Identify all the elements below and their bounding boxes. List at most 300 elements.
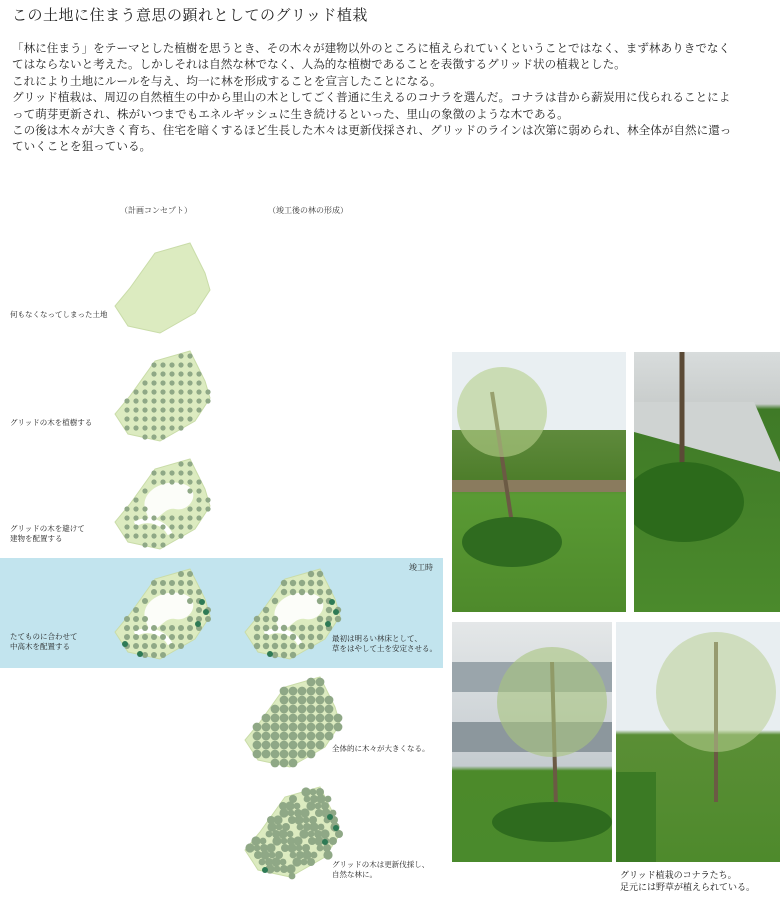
caption-r1: 最初は明るい林床として、 草をはやして土を安定させる。 (332, 634, 437, 653)
tall-tree-dot (327, 814, 333, 820)
tree-dot (142, 380, 147, 385)
tree-dot (178, 380, 183, 385)
tree-dot (280, 759, 289, 768)
tree-dot (290, 625, 296, 631)
tree-dot (290, 634, 296, 640)
tree-dot (160, 362, 165, 367)
tree-dot (307, 732, 316, 741)
tree-dot (160, 425, 165, 430)
tree-illustration (616, 622, 780, 862)
tree-dot (151, 389, 156, 394)
tree-dot (307, 696, 316, 705)
tree-dot (178, 643, 184, 649)
tree-dot (259, 859, 266, 866)
tree-dot (271, 723, 280, 732)
tree-dot (151, 407, 156, 412)
tree-dot (133, 398, 138, 403)
tree-dot (254, 625, 260, 631)
tree-dot (169, 625, 175, 631)
tree-dot (169, 407, 174, 412)
tree-dot (187, 479, 192, 484)
tree-dot (316, 741, 325, 750)
tree-dot (294, 815, 303, 824)
tree-dot (151, 380, 156, 385)
tree-dot (187, 524, 192, 529)
tree-dot (280, 696, 289, 705)
tree-dot (124, 515, 129, 520)
body-text (12, 40, 732, 155)
tree-dot (187, 461, 192, 466)
tree-dot (262, 741, 271, 750)
tree-dot (281, 634, 287, 640)
tree-dot (315, 803, 322, 810)
tree-dot (316, 714, 325, 723)
tree-dot (325, 796, 332, 803)
tree-dot (124, 625, 130, 631)
tree-dot (271, 750, 280, 759)
tree-dot (142, 616, 148, 622)
tree-dot (272, 634, 278, 640)
tree-dot (187, 488, 192, 493)
photo-tree-building (452, 622, 612, 862)
tree-dot (271, 705, 280, 714)
tree-dot (307, 687, 316, 696)
tree-dot (266, 843, 275, 852)
tree-dot (316, 732, 325, 741)
tree-dot (151, 625, 157, 631)
tree-dot (307, 858, 315, 866)
tree-dot (272, 625, 278, 631)
tree-dot (329, 837, 337, 845)
tree-dot (187, 634, 193, 640)
tree-dot (169, 380, 174, 385)
tree-dot (151, 643, 157, 649)
tree-dot (142, 425, 147, 430)
tree-dot (187, 398, 192, 403)
tree-dot (169, 362, 174, 367)
tree-dot (251, 836, 260, 845)
tree-dot (298, 741, 307, 750)
tree-dot (169, 533, 174, 538)
tree-dot (325, 714, 334, 723)
tree-dot (142, 524, 147, 529)
caption-step3: グリッドの木を避けて 建物を配置する (10, 524, 85, 543)
tree-dot (196, 398, 201, 403)
tree-dot (187, 589, 193, 595)
tree-dot (142, 598, 148, 604)
tree-dot (133, 515, 138, 520)
tree-dot (317, 634, 323, 640)
tree-dot (298, 750, 307, 759)
tree-dot (151, 479, 156, 484)
tree-dot (307, 714, 316, 723)
tree-dot (124, 533, 129, 538)
tree-dot (187, 380, 192, 385)
tree-dot (151, 542, 156, 547)
tree-dot (151, 515, 156, 520)
tree-dot (151, 470, 156, 475)
tree-dot (187, 506, 192, 511)
tree-dot (205, 398, 210, 403)
tree-dot (151, 371, 156, 376)
tree-dot (262, 723, 271, 732)
tree-dot (133, 506, 138, 511)
tree-dot (160, 625, 166, 631)
tree-dot (151, 524, 156, 529)
tree-dot (281, 838, 288, 845)
tree-dot (296, 845, 303, 852)
tree-dot (281, 625, 287, 631)
tall-tree-dot (322, 839, 328, 845)
tree-dot (151, 652, 157, 658)
tree-dot (299, 829, 308, 838)
tree-dot (160, 515, 165, 520)
tree-dot (133, 634, 139, 640)
tree-dot (142, 634, 148, 640)
tree-dot (178, 425, 183, 430)
tree-dot (178, 353, 183, 358)
tree-dot (160, 380, 165, 385)
tree-dot (317, 571, 323, 577)
tall-tree-dot (195, 621, 201, 627)
column-label-formation: （竣工後の林の形成） (268, 206, 348, 215)
tree-dot (196, 407, 201, 412)
paragraph: これにより土地にルールを与え、均一に林を形成することを宣言したことになる。 (12, 73, 442, 88)
tree-dot (290, 580, 296, 586)
caption-r3: グリッドの木は更新伐採し、 自然な林に。 (332, 860, 430, 879)
tree-dot (178, 362, 183, 367)
tree-dot (280, 714, 289, 723)
tree-dot (285, 801, 294, 810)
tree-dot (289, 759, 298, 768)
tree-dot (142, 488, 147, 493)
tree-dot (289, 732, 298, 741)
tree-dot (317, 580, 323, 586)
tree-dot (263, 625, 269, 631)
caption-r2: 全体的に木々が大きくなる。 (332, 744, 430, 753)
tree-dot (151, 416, 156, 421)
tree-dot (142, 643, 148, 649)
tree-dot (142, 652, 148, 658)
tree-dot (187, 389, 192, 394)
tree-dot (254, 616, 260, 622)
tree-dot (178, 524, 183, 529)
diagram-tall-trees (110, 564, 220, 664)
tree-dot (304, 796, 311, 803)
tree-dot (151, 425, 156, 430)
tree-dot (160, 589, 166, 595)
tree-dot (178, 416, 183, 421)
tree-dot (133, 416, 138, 421)
tree-dot (280, 750, 289, 759)
tree-dot (160, 398, 165, 403)
tree-dot (124, 506, 129, 511)
tall-tree-dot (137, 651, 143, 657)
tree-dot (316, 705, 325, 714)
tree-dot (310, 789, 317, 796)
tree-dot (142, 515, 147, 520)
tree-dot (280, 741, 289, 750)
tree-dot (326, 607, 332, 613)
tree-dot (274, 866, 281, 873)
tree-dot (124, 634, 130, 640)
tree-dot (142, 625, 148, 631)
tree-dot (301, 787, 310, 796)
tree-dot (317, 625, 323, 631)
tree-dot (253, 732, 262, 741)
paragraph: 「林に住まう」をテーマとした植樹を思うとき、その木々が建物以外のところに植えられていくということではなく、まず林ありきでなくてはならないと考えた。しかしそれは自然な林でなく、人為的な植樹であることを表徴するグリッド状の植栽とした。 (12, 41, 731, 72)
tree-dot (325, 705, 334, 714)
tree-dot (289, 750, 298, 759)
tree-dot (178, 571, 184, 577)
tree-dot (196, 380, 201, 385)
tree-dot (299, 643, 305, 649)
tree-dot (187, 416, 192, 421)
tree-dot (205, 497, 210, 502)
tree-dot (133, 625, 139, 631)
tree-dot (334, 714, 343, 723)
tree-dot (187, 625, 193, 631)
tree-dot (187, 470, 192, 475)
tree-dot (290, 643, 296, 649)
tree-dot (307, 750, 316, 759)
tree-dot (297, 824, 304, 831)
tree-dot (178, 589, 184, 595)
tree-dot (293, 836, 302, 845)
tree-dot (196, 371, 201, 376)
tree-dot (273, 815, 282, 824)
tree-dot (289, 705, 298, 714)
tall-tree-dot (329, 599, 335, 605)
tree-dot (318, 824, 325, 831)
tree-dot (289, 741, 298, 750)
page-title: この土地に住まう意思の顕れとしてのグリッド植栽 (12, 6, 368, 24)
tree-dot (263, 634, 269, 640)
tree-dot (151, 362, 156, 367)
tree-dot (133, 643, 139, 649)
tree-dot (326, 589, 332, 595)
tree-dot (178, 407, 183, 412)
tree-dot (187, 571, 193, 577)
tree-dot (317, 589, 323, 595)
tree-dot (160, 389, 165, 394)
tree-dot (205, 616, 211, 622)
tree-illustration (452, 352, 626, 612)
tree-dot (290, 652, 296, 658)
tree-dot (187, 598, 193, 604)
tree-dot (124, 425, 129, 430)
tree-dot (308, 571, 314, 577)
tree-dot (178, 625, 184, 631)
tree-dot (151, 533, 156, 538)
tree-dot (178, 533, 183, 538)
tree-dot (169, 479, 174, 484)
tall-tree-dot (203, 609, 209, 615)
tall-tree-dot (333, 609, 339, 615)
tree-dot (160, 580, 166, 586)
tree-dot (306, 801, 315, 810)
tree-dot (335, 616, 341, 622)
tree-dot (325, 696, 334, 705)
tree-dot (298, 687, 307, 696)
tree-dot (271, 714, 280, 723)
tree-dot (169, 643, 175, 649)
tree-dot (160, 407, 165, 412)
tree-dot (133, 533, 138, 538)
tree-dot (151, 434, 156, 439)
tree-dot (287, 831, 294, 838)
tree-dot (271, 732, 280, 741)
tree-dot (269, 852, 276, 859)
tree-dot (253, 723, 262, 732)
tree-dot (308, 580, 314, 586)
tree-dot (263, 607, 269, 613)
tree-dot (160, 371, 165, 376)
tree-dot (169, 470, 174, 475)
tree-dot (142, 389, 147, 394)
tree-dot (299, 625, 305, 631)
tree-dot (271, 741, 280, 750)
caption-step2: グリッドの木を植樹する (10, 418, 93, 427)
tree-dot (317, 598, 323, 604)
tree-dot (316, 687, 325, 696)
tree-dot (294, 803, 301, 810)
tree-dot (142, 542, 147, 547)
tree-dot (160, 634, 166, 640)
tree-dot (133, 607, 139, 613)
tree-dot (142, 407, 147, 412)
diagram-building-placement (110, 454, 220, 554)
tree-dot (278, 829, 287, 838)
tree-dot (245, 843, 254, 852)
tree-dot (169, 515, 174, 520)
caption-step1: 何もなくなってしまった土地 (10, 310, 108, 319)
tree-dot (124, 616, 130, 622)
tree-dot (187, 515, 192, 520)
tree-dot (254, 634, 260, 640)
tall-tree-dot (262, 867, 268, 873)
tree-dot (308, 643, 314, 649)
tree-dot (334, 723, 343, 732)
tree-dot (299, 580, 305, 586)
tree-dot (196, 389, 201, 394)
tree-dot (160, 643, 166, 649)
tree-dot (160, 542, 165, 547)
tree-dot (178, 479, 183, 484)
tree-dot (187, 580, 193, 586)
tree-dot (124, 407, 129, 412)
tree-dot (178, 470, 183, 475)
tree-dot (287, 843, 296, 852)
tree-dot (169, 580, 175, 586)
tree-dot (196, 607, 202, 613)
tree-dot (260, 838, 267, 845)
tree-dot (316, 723, 325, 732)
tall-tree-dot (333, 825, 339, 831)
tree-dot (301, 859, 308, 866)
tree-dot (303, 817, 310, 824)
tree-dot (280, 732, 289, 741)
tree-dot (142, 434, 147, 439)
tree-dot (272, 836, 281, 845)
tree-dot (196, 488, 201, 493)
tree-dot (253, 741, 262, 750)
photo-tree-fence (452, 352, 626, 612)
tree-dot (262, 732, 271, 741)
paragraph: グリッド植栽は、周辺の自然植生の中から里山の木としてごく普通に生えるのコナラを選んだ。コナラは昔から薪炭用に伐られることによって萌芽更新され、株がいつまでもエネルギッシュに生き続けるといった、里山の象徴のような木である。 (12, 90, 731, 121)
tree-dot (160, 416, 165, 421)
tree-dot (307, 741, 316, 750)
tree-dot (317, 845, 324, 852)
tree-dot (281, 589, 287, 595)
tree-dot (307, 678, 316, 687)
tree-dot (308, 625, 314, 631)
tree-dot (272, 598, 278, 604)
tree-dot (289, 714, 298, 723)
tree-dot (311, 852, 318, 859)
tree-dot (254, 845, 261, 852)
tree-dot (196, 616, 202, 622)
tree-dot (178, 398, 183, 403)
tree-dot (169, 634, 175, 640)
tree-dot (169, 389, 174, 394)
tree-dot (308, 589, 314, 595)
tree-dot (124, 416, 129, 421)
tree-dot (151, 589, 157, 595)
tree-dot (196, 497, 201, 502)
tree-dot (279, 808, 288, 817)
tree-dot (205, 389, 210, 394)
tree-dot (316, 696, 325, 705)
tree-dot (196, 479, 201, 484)
tree-dot (151, 398, 156, 403)
tree-dot (133, 389, 138, 394)
tree-dot (178, 515, 183, 520)
tree-dot (124, 398, 129, 403)
tree-dot (298, 723, 307, 732)
tree-dot (151, 634, 157, 640)
tree-dot (187, 362, 192, 367)
tall-tree-dot (122, 641, 128, 647)
tree-dot (272, 616, 278, 622)
tree-dot (289, 687, 298, 696)
tree-dot (262, 750, 271, 759)
tree-dot (266, 831, 273, 838)
tree-dot (271, 857, 280, 866)
tree-dot (142, 416, 147, 421)
tree-dot (289, 696, 298, 705)
tree-dot (325, 723, 334, 732)
tree-dot (286, 864, 295, 873)
tree-dot (133, 616, 139, 622)
tree-dot (263, 616, 269, 622)
tree-dot (300, 808, 309, 817)
tree-dot (320, 829, 329, 838)
tree-dot (124, 524, 129, 529)
diagram-empty-land (110, 238, 220, 338)
tree-dot (276, 824, 283, 831)
tree-dot (298, 705, 307, 714)
tree-dot (290, 852, 297, 859)
tree-dot (317, 616, 323, 622)
tree-dot (308, 634, 314, 640)
tree-dot (160, 470, 165, 475)
tall-tree-dot (325, 621, 331, 627)
tree-dot (323, 850, 332, 859)
tree-dot (133, 524, 138, 529)
tree-dot (299, 634, 305, 640)
tree-dot (281, 580, 287, 586)
